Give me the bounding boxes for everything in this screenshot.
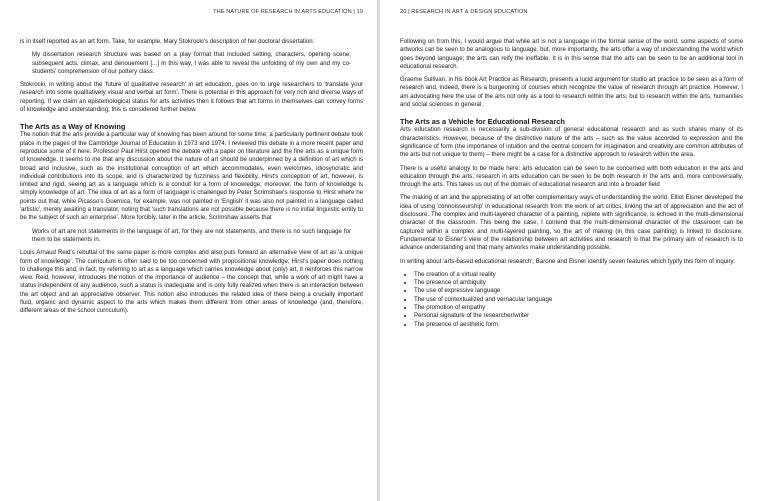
paragraph: The notion that the arts provide a particular way of knowing has been around for some time; a particularly pertinent debate took place in the pages of the Cambridge Journal of Education in 1973 and 1974; I reviewed this debate in a more recent paper and reproduce some of it here. Professor Paul Hirst opened the debate with a paper on literature and the fine arts as a unique form of knowledge. It seems to me that any discussion about the nature of art should be underpinned by a definition of art which is broad and inclusive, such as the institutional conception of art which accommodates, even welcomes, idiosyncratic and individual contributions into its scope, and is characterized by fuzziness and flexibility. Hirst's conception of art, however, is limited and rigid, seeing art as a language which is a conduit for a form of knowledge; moreover, the form of knowledge is simply knowledge of art. The idea of art as a form of language is challenged by Peter Scrimshaw's response to Hirst where he points out that, while Picasso's Guernica, for example, was not painted in 'English' it was also not painted in a language called 'artistic', merely awaiting a translator, noting that 'such translations are not possible because there is no initial linguistic entity to be the subject of such an enterprise'. More forcibly, later in the article, Scrimshaw asserts that: [20, 131, 363, 222]
paragraph: Stokrocki, in writing about the 'future of qualitative research' in art education, goes on to urge researchers to 'translate your research into some qualitatively visual and verbal art form'. There is potential in this approach for very rich and diverse ways of reporting. If we claim an epistemological status for arts activities then it follows that art forms in themselves can convey forms of knowledge and understanding; this is considered further below.: [20, 81, 363, 114]
paragraph: Graeme Sullivan, in his book Art Practice as Research, presents a lucid argument for studio art practice to be seen as a form of research and, indeed, there is a burgeoning of courses which recognize the value of research through art practice. However, I am advocating here the use of the arts not only as a tool to research within the arts; but to research within the arts, humanities and social sciences in general.: [400, 76, 743, 109]
right-page: [380, 0, 757, 501]
paragraph: Louis Arnaud Reid's rebuttal of the same paper is more complex and also puts forward an alternative view of art as 'a unique form of knowledge'. The curriculum is often said to be too concerned with propositional knowledge; Hirst's paper does nothing to challenge this and, in fact, by referring to art as a language which carries knowledge about (only) art, it reinforces this narrow view. Reid, however, introduces the notion of the importance of audience – the concept that, while a work of art might have a status independent of any audience, such a status is inadequate and is only fully realized when there is an interaction between the art object and an appreciative observer. This notion also introduces the related idea of there being a crucially important fluid, organic and dynamic aspect to the arts which makes them different from other areas of knowledge (and, therefore, different areas of the school curriculum).: [20, 249, 363, 315]
list-item: • The presence of aesthetic form: [414, 321, 743, 329]
feature-list: [400, 271, 743, 329]
running-header: THE NATURE OF RESEARCH IN ARTS EDUCATION | 19: [213, 9, 363, 15]
block-quote: My dissertation research structure was based on a play format that included setting, characters, opening scene, subsequent acts, climax, and denouement [...] In this way, I was able to reveal the unfolding of my own and my co-students' comprehension of our pottery class.: [32, 51, 351, 75]
paragraph: In writing about 'arts-based educational research', Barone and Eisner identify seven features which typify this form of inquiry:: [400, 257, 736, 265]
list-item: • Personal signature of the researcher/writer: [414, 312, 743, 320]
list-item: • The use of expressive language: [414, 287, 743, 295]
paragraph: Arts education research is necessarily a sub-division of general educational research and as such shares many of its characteristics. However, because of the distinctive nature of the arts – such as the value accorded to expression and the significance of form (the importance of intuition and the central concern for imagination and creativity are common attributes of the arts but not unique to them) – there might be a case for a distinctive approach to research within the area.: [400, 126, 743, 159]
list-item: • The use of contextualized and vernacular language: [414, 296, 743, 304]
list-item: • The promotion of empathy: [414, 304, 743, 312]
paragraph: is in itself reported as an art form. Take, for example, Mary Stokrocki's description of her doctoral dissertation:: [20, 38, 315, 45]
list-item: • The presence of ambiguity: [414, 279, 743, 287]
paragraph: There is a useful analogy to be made here: arts education can be seen to be concerned with both education in the arts and education through the arts; research in arts education can be seen to be both research in the arts and, more controversially, through the arts. This takes us out of the domain of educational research and into a broader field: [400, 164, 743, 189]
running-header: 20 | RESEARCH IN ART & DESIGN EDUCATION: [400, 9, 528, 15]
list-item: • The creation of a virtual reality: [414, 271, 743, 279]
paragraph: Following on from this, I would argue that while art is not a language in the formal sense of the word, some aspects of some artworks can be seen to be analogous to language, but, more importantly, the arts offer a way of understanding the world which goes beyond language; the arts can reify the ineffable. It is in this sense that the arts can be seen to be an additional tool in educational research.: [400, 38, 743, 70]
left-page: [0, 0, 377, 501]
section-heading: The Arts as a Way of Knowing: [20, 122, 126, 132]
paragraph: The making of art and the appreciating of art offer complementary ways of understanding the world. Elliot Eisner developed the idea of using 'connoisseurship' in educational research from the work of art critics, linking the art of appreciation and the act of disclosure. The complex and multi-layered character of a painting, replete with significance, is echoed in the multi-dimensional character of the classroom. This being the case, I contend that the multi-dimensional character of the classroom can be captured within a complex and multi-layered painting, so the art of making (in this case painting) is linked to disclosure. Fundamental to Eisner's view of the relationship between art activities and research is that the primary aim of research is to advance understanding and that many artworks make understanding possible.: [400, 194, 743, 252]
section-heading: The Arts as a Vehicle for Educational Research: [400, 117, 565, 127]
block-quote: Works of art are not statements in the language of art, for they are not statements, and there is no such language for them to be statements in.: [32, 227, 351, 243]
